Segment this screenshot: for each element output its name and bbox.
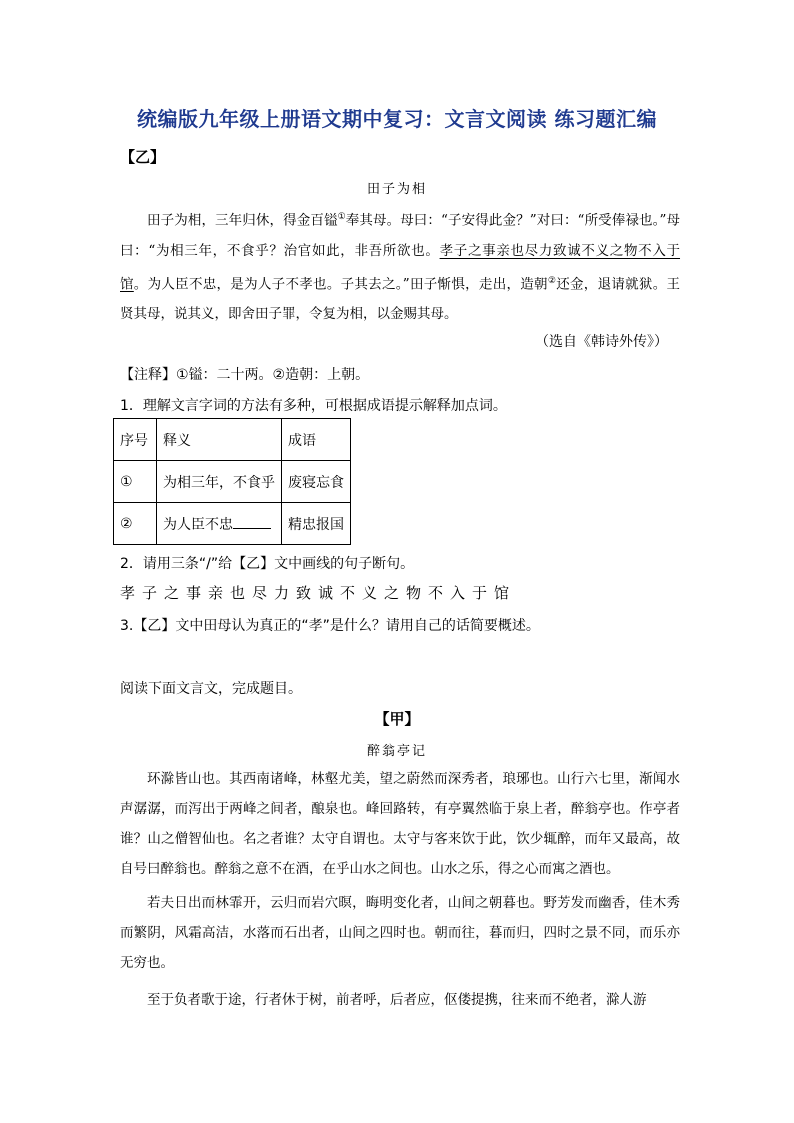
table-cell: 为相三年，不食乎 — [157, 461, 282, 503]
jia-paragraph-1: 环滁皆山也。其西南诸峰，林壑尤美，望之蔚然而深秀者，琅琊也。山行六七里，渐闻水声潺潺，而泻出于两峰之间者，酿泉也。峰回路转，有亭翼然临于泉上者，醉翁亭也。作亭者谁？山之僧智仙也。名之者谁？太守自谓也。太守与客来饮于此，饮少辄醉，而年又最高，故自号曰醉翁也。醉翁之意不在酒，在乎山水之间也。山水之乐，得之心而寓之酒也。 — [120, 771, 680, 877]
table-header-cell: 释义 — [157, 419, 282, 461]
annotation-note: 【注释】①镒：二十两。②造朝：上朝。 — [120, 367, 370, 383]
yi-underlined-sentence: 孝子之事亲也尽力致诚不义之物不入于馆 — [120, 242, 681, 292]
document-title: 统编版九年级上册语文期中复习：文言文阅读 练习题汇编 — [137, 107, 657, 131]
question-1: 1．理解文言字词的方法有多种，可根据成语提示解释加点词。 — [120, 398, 507, 414]
table-row — [114, 503, 351, 545]
source-citation: （选自《韩诗外传》） — [535, 334, 668, 350]
yi-text-part4: 。为人臣不忠，是为人子不孝也。子其去之。”田子惭惧，走出，造朝 — [133, 276, 548, 292]
reading-instruction: 阅读下面文言文，完成题目。 — [120, 681, 302, 697]
table-cell-text: 为人臣不忠 — [163, 516, 233, 533]
yi-text-part2: 奉其母。母曰：“子安得此金？”对曰：“所受俸禄也。”母曰：“为相三年，不食乎？治官如此，非吾所欲也。 — [120, 212, 680, 259]
section-jia-label: 【甲】 — [374, 710, 420, 728]
yi-passage-title: 田子为相 — [366, 182, 427, 197]
answer-blank[interactable] — [233, 514, 271, 529]
table-cell: ② — [114, 503, 157, 545]
note-marker-1: ① — [337, 212, 346, 222]
yi-text-part5: 还金，退请就狱。王贤其母，说其义，即舍田子罪，令复为相，以金赐其母。 — [120, 276, 680, 322]
table-header-cell: 序号 — [114, 419, 157, 461]
question-2: 2．请用三条“/”给【乙】文中画线的句子断句。 — [120, 556, 415, 572]
question-3: 3.【乙】文中田母认为真正的“孝”是什么？请用自己的话简要概述。 — [120, 618, 540, 634]
jia-paragraph-2: 若夫日出而林霏开，云归而岩穴暝，晦明变化者，山间之朝暮也。野芳发而幽香，佳木秀而繁阴，风霜高洁，水落而石出者，山间之四时也。朝而往，暮而归，四时之景不同，而乐亦无穷也。 — [120, 895, 680, 971]
section-yi-label: 【乙】 — [120, 148, 166, 166]
vocab-table — [113, 418, 351, 545]
table-row — [114, 461, 351, 503]
table-header-row — [114, 419, 351, 461]
table-cell: 精忠报国 — [282, 503, 351, 545]
jia-paragraph-3: 至于负者歌于途，行者休于树，前者呼，后者应，伛偻提携，往来而不绝者，滁人游 — [147, 992, 647, 1008]
table-cell: 废寝忘食 — [282, 461, 351, 503]
table-cell: ① — [114, 461, 157, 503]
note-marker-2: ② — [547, 275, 557, 286]
yi-passage-body — [120, 202, 680, 329]
yi-text-part1: 田子为相，三年归休，得金百镒 — [147, 212, 338, 229]
table-header-cell: 成语 — [282, 419, 351, 461]
sentence-to-punctuate: 孝子之事亲也尽力致诚不义之物不入于馆 — [120, 584, 517, 602]
jia-passage-title: 醉翁亭记 — [366, 744, 427, 759]
table-cell — [157, 503, 282, 545]
